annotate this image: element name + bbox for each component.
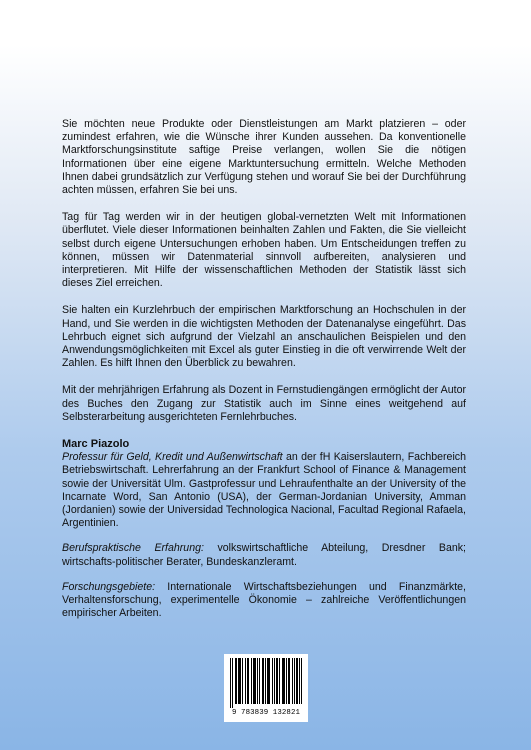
barcode-bar	[297, 658, 298, 704]
barcode-bar	[292, 658, 293, 704]
author-name: Marc Piazolo	[62, 438, 130, 451]
textbook-paragraph: Sie halten ein Kurzlehrbuch der empirischen Marktforschung an Hochschulen in der Hand, und Sie werden in die wichtigsten Methoden der Datenanalyse eingeführt. Das Lehrbuch eignet sich aufgrund der Vielzahl an anschaulichen Beispielen und den Anwendungsmöglichkeiten mit Excel als guter Einstieg in die oft verwirrende Welt der Zahlen. Es hilft Ihnen den Überblick zu bewahren.	[62, 304, 466, 370]
barcode-bar	[301, 658, 302, 704]
barcode-bar	[236, 658, 237, 704]
barcode-bar	[245, 658, 246, 704]
barcode-bar	[283, 658, 284, 704]
author-practical-experience	[62, 542, 466, 568]
practical-experience-text: volkswirtschaftliche Abteilung, Dresdner Bank; wirtschafts-politischer Berater, Bundeskanzleramt.	[62, 542, 466, 568]
barcode-bar	[259, 658, 260, 704]
barcode-bar	[248, 658, 249, 704]
isbn-barcode	[224, 654, 308, 722]
author-bio-text: an der fH Kaiserslautern, Fachbereich Betriebswirtschaft. Lehrerfahrung an der Frankfurt School of Finance & Management sowie der Universität Ulm. Gastprofessur und Lehraufenthalte an der University of the Incarnate Word, San Antonio (USA), der German-Jordanian University, Amman (Jordanien) sowie der Universidad Technologica Nacional, Facultad Regional Rafaela, Argentinien.	[62, 451, 466, 530]
barcode-bar	[242, 658, 243, 704]
practical-experience-label: Berufspraktische Erfahrung:	[62, 542, 204, 555]
barcode-bar	[265, 658, 266, 704]
barcode-bar	[239, 658, 240, 704]
barcode-bar	[294, 658, 295, 704]
research-areas-text: Internationale Wirtschaftsbeziehungen und Finanzmärkte, Verhaltensforschung, experimentelle Ökonomie – zahlreiche Veröffentlichungen empirischer Arbeiten.	[62, 580, 466, 620]
barcode-bar	[267, 658, 268, 704]
barcode-bar	[255, 658, 256, 704]
author-professorship: Professur für Geld, Kredit und Außenwirtschaft	[62, 451, 283, 464]
author-research-areas	[62, 581, 466, 621]
barcode-bar	[232, 658, 233, 708]
back-cover-text	[62, 118, 466, 633]
barcode-bar	[238, 658, 239, 704]
author-bio	[62, 451, 466, 530]
barcode-bar	[282, 658, 283, 704]
barcode-bar	[240, 658, 241, 704]
barcode-bar	[253, 658, 254, 704]
research-areas-label: Forschungsgebiete:	[62, 580, 156, 593]
barcode-bar	[272, 658, 273, 704]
barcode-bar	[254, 658, 255, 704]
barcode-bar	[269, 658, 270, 704]
barcode-bar	[284, 658, 285, 704]
author-experience-paragraph: Mit der mehrjährigen Erfahrung als Dozent in Fernstudiengängen ermöglicht der Autor des Buches den Zugang zur Statistik auch im Sinne eines weitgehend auf Selbsterarbeitung ausgerichteten Fernlehrbuches.	[62, 384, 466, 423]
barcode-bars	[230, 658, 302, 708]
barcode-bar	[268, 658, 269, 704]
barcode-bar	[274, 658, 275, 704]
barcode-bar	[286, 658, 287, 704]
barcode-bar	[230, 658, 231, 708]
barcode-bar	[251, 658, 252, 704]
barcode-bar	[257, 658, 258, 704]
intro-paragraph: Sie möchten neue Produkte oder Dienstleistungen am Markt platzieren – oder zumindest erfahren, wie die Wünsche ihrer Kunden aussehen. Da konventionelle Marktforschungsinstitute saftige Preise verlangen, wollen Sie die nötigen Informationen über eine eigene Marktuntersuchung ermitteln. Welche Methoden Ihnen dabei grundsätzlich zur Verfügung stehen und worauf Sie bei der Durchführung achten müssen, erfahren Sie bei uns.	[62, 118, 466, 197]
barcode-bar	[263, 658, 264, 704]
barcode-bar	[288, 658, 289, 704]
barcode-bar	[296, 658, 297, 704]
barcode-bar	[279, 658, 280, 704]
statistics-paragraph: Tag für Tag werden wir in der heutigen global-vernetzten Welt mit Informationen überflutet. Viele dieser Informationen beinhalten Zahlen und Fakten, die Sie vielleicht selbst durch eigene Untersuchungen erhoben haben. Um Entscheidungen treffen zu können, müssen wir Datenmaterial sinnvoll aufbereiten, analysieren und interpretieren. Mit Hilfe der wissenschaftlichen Methoden der Statistik lässt sich dieses Ziel erreichen.	[62, 211, 466, 290]
barcode-bar	[289, 658, 290, 704]
barcode-bar	[262, 658, 263, 704]
barcode-bar	[235, 658, 236, 704]
isbn-number: 9 783839 132821	[231, 709, 301, 717]
barcode-bar	[277, 658, 278, 704]
barcode-bar	[276, 658, 277, 704]
barcode-bar	[299, 658, 300, 704]
barcode-bar	[247, 658, 248, 704]
